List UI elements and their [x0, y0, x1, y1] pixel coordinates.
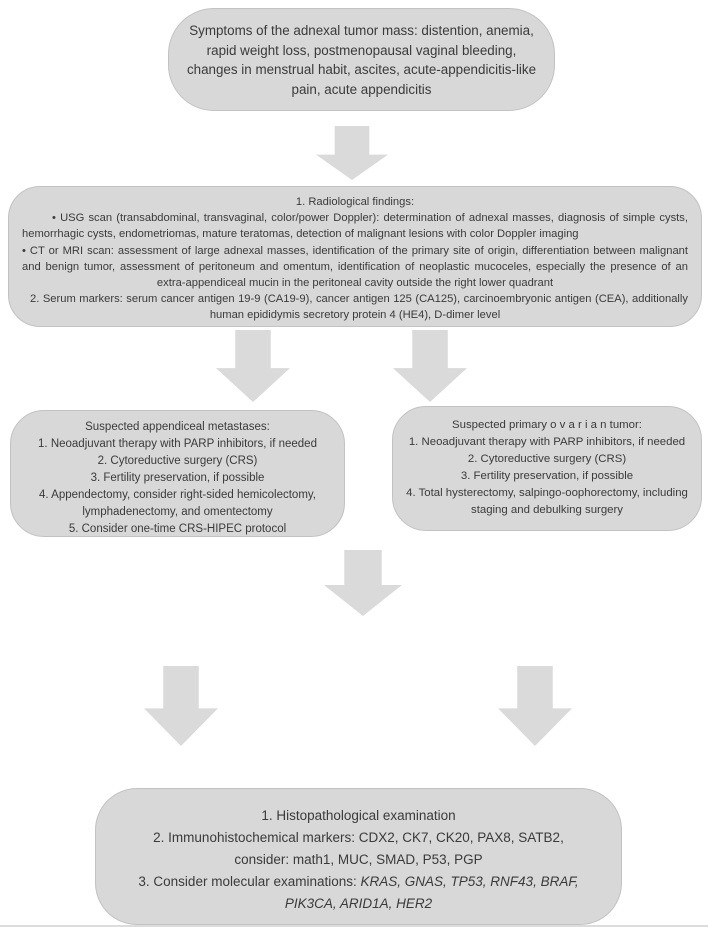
- appendiceal-item: 1. Neoadjuvant therapy with PARP inhibitors, if needed: [38, 438, 317, 450]
- histopathology-item-1: 1. Histopathological examination: [261, 808, 456, 823]
- radiology-box: [8, 186, 702, 327]
- radiology-serum-text: 2. Serum markers: serum cancer antigen 19-9 (CA19-9), cancer antigen 125 (CA125), carcinoembryonic antigen (CEA), additionally human epididymis secretory protein 4 (HE4), D-dimer level: [30, 293, 688, 322]
- down-arrow-left-to-histopathology: [144, 666, 218, 746]
- down-arrow-right-to-histopathology: [498, 666, 572, 746]
- radiology-ct-mri-text: • CT or MRI scan: assessment of large adnexal masses, identification of the primary site of origin, differentiation between malignant and benign tumor, assessment of peritoneum and omentum, identification of neoplastic mucoceles, especially the presence of an extra-appendiceal mucin in the peritoneal cavity outside the right lower quadrant: [22, 244, 688, 290]
- histopathology-item-3: [134, 871, 583, 915]
- ovarian-item: 4. Total hysterectomy, salpingo-oophorectomy, including staging and debulking surgery: [406, 487, 688, 516]
- appendiceal-item: 5. Consider one-time CRS-HIPEC protocol: [68, 523, 287, 535]
- down-arrow-converge: [324, 550, 402, 616]
- appendiceal-item: 3. Fertility preservation, if possible: [90, 472, 265, 484]
- down-arrow-symptoms-to-radiology: [316, 126, 388, 180]
- gene-list: KRAS, GNAS, TP53, RNF43, BRAF, PIK3CA, ARID1A, HER2: [284, 874, 579, 911]
- radiology-heading: 1. Radiological findings:: [295, 196, 415, 208]
- appendiceal-metastases-box: [10, 410, 345, 537]
- molecular-examinations-label: 3. Consider molecular examinations:: [138, 874, 361, 889]
- ovarian-item: 3. Fertility preservation, if possible: [460, 470, 634, 482]
- ovarian-item: 2. Cytoreductive surgery (CRS): [467, 453, 627, 465]
- symptoms-box: [168, 8, 555, 111]
- ovarian-item: 1. Neoadjuvant therapy with PARP inhibitors, if needed: [408, 436, 686, 448]
- radiology-usg-text: • USG scan (transabdominal, transvaginal, color/power Doppler): determination of adnexal masses, diagnosis of simple cysts, hemorrhagic cysts, endometriomas, mature teratomas, detection of malignant lesions with color Doppler imaging: [22, 212, 688, 241]
- appendiceal-title: Suspected appendiceal metastases:: [85, 421, 270, 433]
- ovarian-title: Suspected primary o v a r i a n tumor:: [452, 419, 642, 431]
- down-arrow-to-ovarian: [393, 330, 467, 402]
- histopathology-box: [95, 788, 622, 925]
- appendiceal-item: 2. Cytoreductive surgery (CRS): [97, 455, 258, 467]
- appendiceal-item: 4. Appendectomy, consider right-sided hemicolectomy, lymphadenectomy, and omentectomy: [39, 489, 316, 518]
- symptoms-text: Symptoms of the adnexal tumor mass: distention, anemia, rapid weight loss, postmenopausal vaginal bleeding, changes in menstrual habit, ascites, acute-appendicitis-like pain, acute appendicitis: [186, 23, 537, 97]
- histopathology-item-2: 2. Immunohistochemical markers: CDX2, CK7, CK20, PAX8, SATB2, consider: math1, MUC, SMAD, P53, PGP: [153, 830, 564, 867]
- down-arrow-to-appendiceal: [216, 330, 290, 402]
- ovarian-tumor-box: [392, 406, 702, 531]
